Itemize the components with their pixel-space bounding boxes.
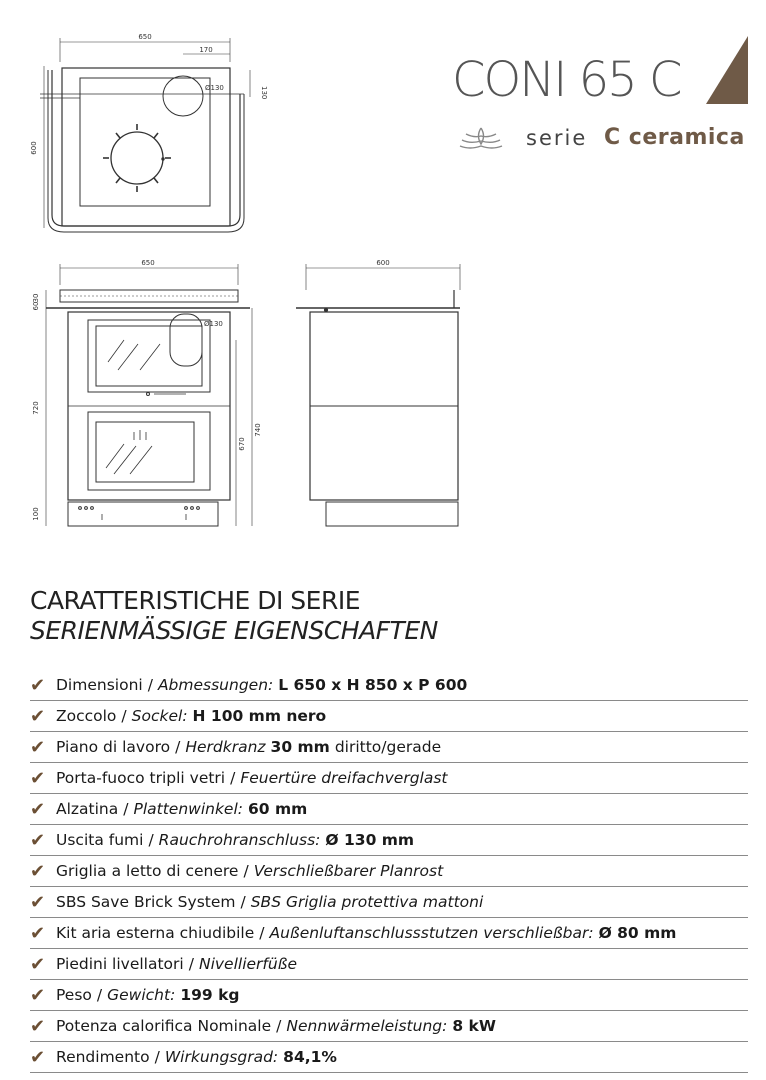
- feature-it: Dimensioni: [56, 676, 143, 694]
- feature-it: Peso: [56, 986, 92, 1004]
- feature-de: Plattenwinkel:: [133, 800, 243, 818]
- check-icon: ✔: [30, 1046, 46, 1068]
- feature-item: ✔ Potenza calorifica Nominale / Nennwärmeleistung: 8 kW: [30, 1011, 748, 1042]
- feature-extra: diritto/gerade: [334, 738, 442, 756]
- feature-item: ✔ Zoccolo / Sockel: H 100 mm nero: [30, 701, 748, 732]
- feature-it: Kit aria esterna chiudibile: [56, 924, 255, 942]
- serie-label: serie: [526, 126, 588, 150]
- feature-it: Porta-fuoco tripli vetri: [56, 769, 226, 787]
- feature-item: ✔ Piano di lavoro / Herdkranz 30 mm diritto/gerade: [30, 732, 748, 763]
- feature-de: Feuertüre dreifachverglast: [240, 769, 448, 787]
- section-title-italian: CARATTERISTICHE DI SERIE: [30, 586, 361, 615]
- feature-it: Piano di lavoro: [56, 738, 171, 756]
- feature-item: ✔ Alzatina / Plattenwinkel: 60 mm: [30, 794, 748, 825]
- feature-de: Verschließbarer Planrost: [253, 862, 444, 880]
- feature-value: 30 mm: [270, 738, 330, 756]
- model-title: CONI 65 C: [452, 52, 681, 108]
- dim-flue-x: 170: [199, 46, 213, 54]
- feature-it: Piedini livellatori: [56, 955, 184, 973]
- feature-value: Ø 80 mm: [598, 924, 677, 942]
- check-icon: ✔: [30, 829, 46, 851]
- dim-top-a: 30: [32, 293, 40, 303]
- dim-height-b: 740: [254, 423, 262, 437]
- feature-de: Außenluftanschlussstutzen verschließbar:: [269, 924, 594, 942]
- feature-de: Gewicht:: [107, 986, 176, 1004]
- check-icon: ✔: [30, 984, 46, 1006]
- feature-de: Herdkranz: [185, 738, 266, 756]
- feature-it: Zoccolo: [56, 707, 117, 725]
- feature-it: Alzatina: [56, 800, 119, 818]
- series-line: [456, 120, 756, 156]
- feature-list: [30, 670, 748, 1073]
- feature-de: Rauchrohranschluss:: [158, 831, 321, 849]
- dim-flue-y: 130: [260, 86, 268, 100]
- brand-triangle-icon: [706, 36, 748, 104]
- check-icon: ✔: [30, 798, 46, 820]
- feature-item: ✔ Peso / Gewicht: 199 kg: [30, 980, 748, 1011]
- dim-height-a: 670: [238, 437, 246, 451]
- feature-it: Uscita fumi: [56, 831, 144, 849]
- side-view-drawing: [296, 259, 460, 526]
- feature-de: Abmessungen:: [157, 676, 274, 694]
- feature-item: ✔ Uscita fumi / Rauchrohranschluss: Ø 130 mm: [30, 825, 748, 856]
- feature-item: ✔ Kit aria esterna chiudibile / Außenluftanschlussstutzen verschließbar: Ø 80 mm: [30, 918, 748, 949]
- feature-it: Griglia a letto di cenere: [56, 862, 239, 880]
- feature-item: ✔ Porta-fuoco tripli vetri / Feuertüre dreifachverglast: [30, 763, 748, 794]
- check-icon: ✔: [30, 922, 46, 944]
- check-icon: ✔: [30, 860, 46, 882]
- check-icon: ✔: [30, 767, 46, 789]
- feature-it: SBS Save Brick System: [56, 893, 236, 911]
- section-title: [30, 586, 438, 646]
- dim-front-width: 650: [141, 259, 155, 267]
- lotus-logo-icon: [456, 124, 506, 152]
- check-icon: ✔: [30, 1015, 46, 1037]
- top-view-drawing: [30, 33, 268, 232]
- flue-label-top: Ø130: [205, 84, 224, 92]
- feature-value: Ø 130 mm: [325, 831, 415, 849]
- feature-de: Nivellierfüße: [198, 955, 297, 973]
- check-icon: ✔: [30, 736, 46, 758]
- feature-it: Rendimento: [56, 1048, 150, 1066]
- feature-item: ✔ SBS Save Brick System / SBS Griglia protettiva mattoni: [30, 887, 748, 918]
- dim-top-depth: 600: [30, 141, 38, 155]
- feature-de: SBS Griglia protettiva mattoni: [250, 893, 484, 911]
- section-title-german: SERIENMÄSSIGE EIGENSCHAFTEN: [30, 616, 438, 645]
- feature-value: L 650 x H 850 x P 600: [278, 676, 468, 694]
- feature-value: 8 kW: [452, 1017, 496, 1035]
- check-icon: ✔: [30, 705, 46, 727]
- feature-item: ✔ Griglia a letto di cenere / Verschließbarer Planrost: [30, 856, 748, 887]
- feature-item: ✔ Piedini livellatori / Nivellierfüße: [30, 949, 748, 980]
- dim-side-depth: 600: [376, 259, 390, 267]
- line-name: C ceramica: [604, 125, 745, 150]
- dim-top-b: 60: [32, 301, 40, 311]
- feature-value: 84,1%: [283, 1048, 337, 1066]
- dim-top-width: 650: [138, 33, 152, 41]
- feature-it: Potenza calorifica Nominale: [56, 1017, 272, 1035]
- feature-de: Nennwärmeleistung:: [286, 1017, 448, 1035]
- feature-de: Sockel:: [131, 707, 188, 725]
- check-icon: ✔: [30, 891, 46, 913]
- feature-item: ✔ Dimensioni / Abmessungen: L 650 x H 850 x P 600: [30, 670, 748, 701]
- dim-body: 720: [32, 401, 40, 415]
- feature-value: H 100 mm nero: [192, 707, 327, 725]
- dim-plinth: 100: [32, 507, 40, 521]
- front-view-drawing: [32, 259, 262, 526]
- feature-item: ✔ Rendimento / Wirkungsgrad: 84,1%: [30, 1042, 748, 1073]
- check-icon: ✔: [30, 674, 46, 696]
- check-icon: ✔: [30, 953, 46, 975]
- flue-label-front: Ø130: [204, 320, 223, 328]
- feature-value: 199 kg: [180, 986, 240, 1004]
- feature-value: 60 mm: [248, 800, 308, 818]
- feature-de: Wirkungsgrad:: [164, 1048, 279, 1066]
